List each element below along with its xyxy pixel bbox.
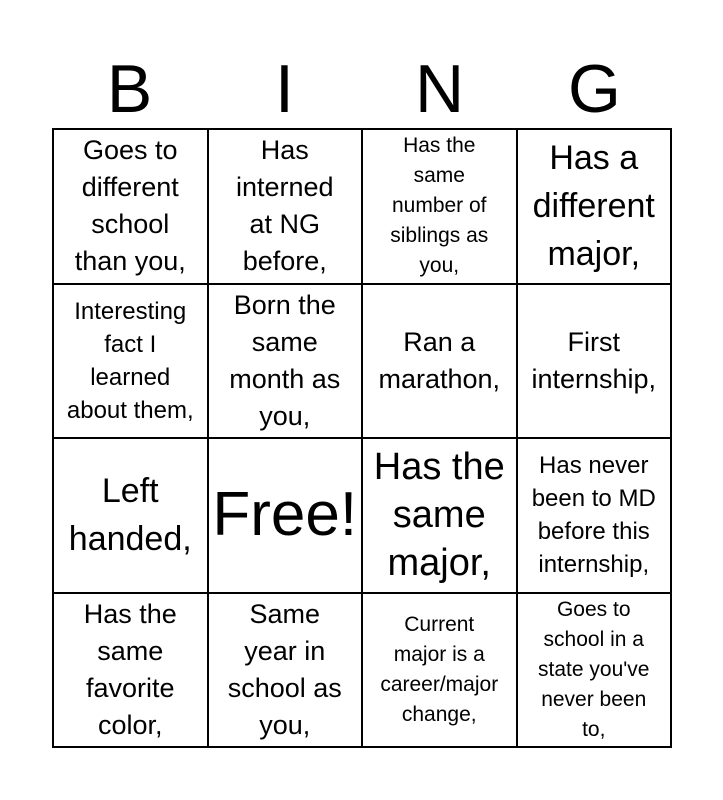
bingo-cell-r1c4[interactable] [518, 130, 673, 285]
bingo-cell-text: Has the same favorite color, [83, 598, 177, 740]
bingo-header [52, 50, 672, 128]
bingo-cell-text: Goes to different school than you, [74, 135, 186, 277]
bingo-cell-text: Current major is a career/major change, [380, 612, 499, 726]
bingo-cell-r4c2[interactable] [209, 594, 364, 749]
bingo-cell-text: Same year in school as you, [227, 598, 342, 740]
header-letter-n: N [414, 51, 465, 127]
bingo-cell-r2c2[interactable] [209, 285, 364, 440]
bingo-cell-text: Interesting fact I learned about them, [66, 297, 194, 424]
header-letter-i: I [275, 51, 294, 127]
bingo-cell-r1c2[interactable] [209, 130, 364, 285]
bingo-cell-r4c1[interactable] [54, 594, 209, 749]
bingo-cell-text: Ran a marathon, [378, 326, 501, 394]
bingo-cell-r3c3[interactable] [363, 439, 518, 594]
bingo-cell-text: Has a different major, [532, 139, 655, 274]
bingo-cell-text: Has interned at NG before, [235, 135, 334, 277]
bingo-cell-text: Goes to school in a state you've never been to, [538, 597, 650, 741]
header-letter-g: G [568, 51, 621, 127]
bingo-cell-r3c4[interactable] [518, 439, 673, 594]
bingo-cell-text: Born the same month as you, [229, 289, 341, 431]
bingo-cell-text: Has never been to MD before this internship, [531, 452, 656, 579]
bingo-cell-r2c1[interactable] [54, 285, 209, 440]
bingo-board [52, 128, 672, 748]
bingo-cell-r1c3[interactable] [363, 130, 518, 285]
bingo-cell-text: Has the same number of siblings as you, [390, 134, 489, 278]
bingo-cell-r3c1[interactable] [54, 439, 209, 594]
bingo-cell-r1c1[interactable] [54, 130, 209, 285]
bingo-cell-r4c4[interactable] [518, 594, 673, 749]
bingo-cell-r2c3[interactable] [363, 285, 518, 440]
bingo-cell-text: Has the same major, [373, 446, 505, 585]
bingo-cell-r2c4[interactable] [518, 285, 673, 440]
bingo-cell-text: First internship, [531, 326, 657, 394]
free-space-text: Free! [212, 480, 358, 550]
bingo-cell-free[interactable] [209, 439, 364, 594]
bingo-cell-r4c3[interactable] [363, 594, 518, 749]
header-letter-b: B [106, 51, 153, 127]
bingo-cell-text: Left handed, [68, 472, 192, 559]
